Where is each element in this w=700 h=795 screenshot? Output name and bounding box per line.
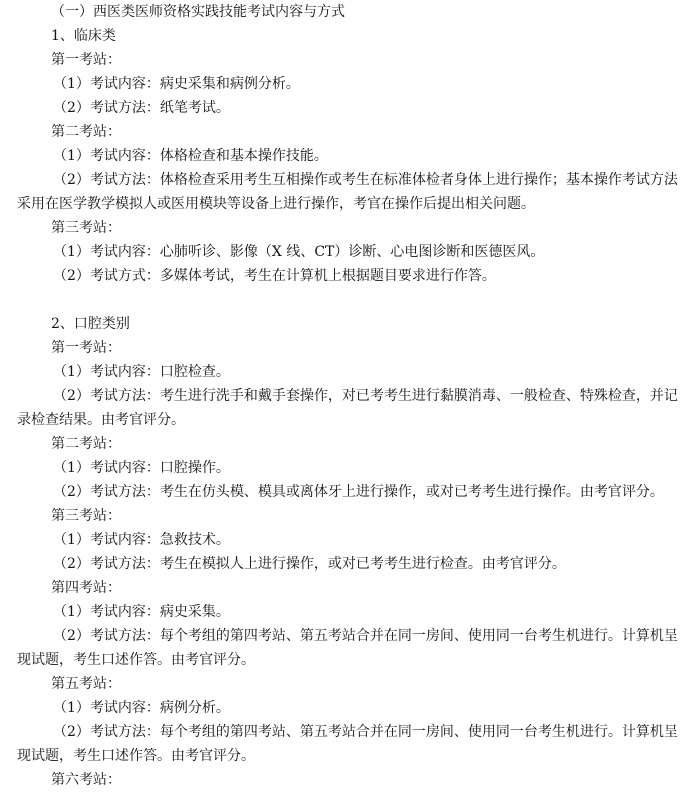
clinical-station-1-method: （2）考试方法：纸笔考试。 [53,100,230,116]
clinical-station-3-content: （1）考试内容：心肺听诊、影像（X 线、CT）诊断、心电图诊断和医德医风。 [53,244,545,260]
dental-station-4-content: （1）考试内容：病史采集。 [53,604,230,620]
dental-station-5-name: 第五考站： [51,676,121,692]
dental-station-4-name: 第四考站： [51,580,121,596]
dental-station-1-method: （2）考试方法：考生进行洗手和戴手套操作，对已考考生进行黏膜消毒、一般检查、特殊检查，并记录检查结果。由考官评分。 [17,388,678,428]
dental-station-3-name: 第三考站： [51,508,121,524]
dental-station-4-method: （2）考试方法：每个考组的第四考站、第五考站合并在同一房间、使用同一台考生机进行。计算机呈现试题，考生口述作答。由考官评分。 [17,628,678,668]
dental-station-1-name: 第一考站： [51,340,121,356]
clinical-station-3-name: 第三考站： [51,220,121,236]
clinical-station-2-content: （1）考试内容：体格检查和基本操作技能。 [53,148,328,164]
dental-title: 2、口腔类别 [51,316,130,332]
clinical-station-1-name: 第一考站： [51,52,121,68]
dental-station-5-content: （1）考试内容：病例分析。 [53,700,230,716]
dental-station-3-content: （1）考试内容：急救技术。 [53,532,230,548]
dental-station-5-method: （2）考试方法：每个考组的第四考站、第五考站合并在同一房间、使用同一台考生机进行。计算机呈现试题，考生口述作答。由考官评分。 [17,724,678,764]
clinical-station-1-content: （1）考试内容：病史采集和病例分析。 [53,76,300,92]
dental-station-3-method: （2）考试方法：考生在模拟人上进行操作，或对已考考生进行检查。由考官评分。 [53,556,566,572]
dental-station-6-name: 第六考站： [51,772,121,788]
section-heading: （一）西医类医师资格实践技能考试内容与方式 [51,4,345,20]
dental-station-2-content: （1）考试内容：口腔操作。 [53,460,230,476]
clinical-station-3-method: （2）考试方式：多媒体考试，考生在计算机上根据题目要求进行作答。 [53,268,496,284]
clinical-title: 1、临床类 [51,28,116,44]
dental-station-1-content: （1）考试内容：口腔检查。 [53,364,230,380]
dental-station-2-name: 第二考站： [51,436,121,452]
clinical-station-2-name: 第二考站： [51,124,121,140]
clinical-station-2-method: （2）考试方法：体格检查采用考生互相操作或考生在标准体检者身体上进行操作；基本操作考试方法采用在医学教学模拟人或医用模块等设备上进行操作，考官在操作后提出相关问题。 [17,172,678,212]
dental-station-2-method: （2）考试方法：考生在仿头模、模具或离体牙上进行操作，或对已考考生进行操作。由考官评分。 [53,484,664,500]
